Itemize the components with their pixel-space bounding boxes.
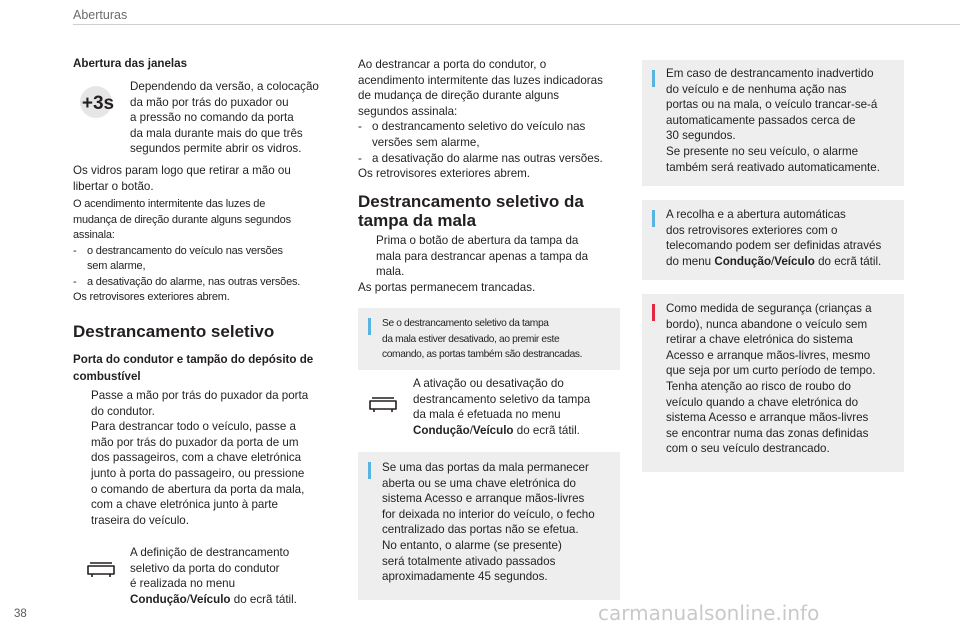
para-windows: Os vidros param logo que retirar a mão ou libertar o botão. bbox=[73, 164, 291, 193]
bullet-boot bbox=[360, 233, 588, 280]
list-item: - o destrancamento do veículo nas versões sem alarme, bbox=[73, 244, 283, 272]
watermark: carmanualsonline.info bbox=[598, 601, 820, 625]
car-note-boot: A ativação ou desativação do destrancamento seletivo da tampa da mala é efetuada no menu Condução/Veículo do ecrã tátil. bbox=[413, 377, 591, 437]
bullet-list bbox=[75, 388, 308, 528]
list-item: - a desativação do alarme, nas outras versões. bbox=[73, 275, 301, 288]
header-divider bbox=[73, 24, 960, 25]
section-title: Aberturas bbox=[73, 8, 128, 22]
list-item: - o destrancamento seletivo do veículo nas versões sem alarme, bbox=[358, 120, 586, 149]
info-icon bbox=[368, 462, 371, 479]
info-icon bbox=[652, 70, 655, 87]
list-item: - a desativação do alarme nas outras versões. bbox=[358, 151, 603, 165]
info-panel: Se uma das portas da mala permanecer aberta ou se uma chave eletrónica do sistema Acesso e arranque mãos-livres for deixada no interior do veículo, o fecho centralizado das portas não se efetua. No entanto, o alarme (se presente) será totalmente ativado passados aproximadamente 45 segundos. bbox=[358, 452, 620, 600]
para-indicators: O acendimento intermitente das luzes de mudança de direção durante alguns segundos assinala: - o destrancamento do veículo nas versões sem alarme, - a desativação do alarme, nas outras versões. Os retrovisores exteriores abrem. bbox=[73, 198, 301, 303]
list-item: Para destrancar todo o veículo, passe a mão por trás do puxador da porta de um dos passageiros, com a chave eletrónica junto à porta do passageiro, ou pressione o comando de abertura da porta da mala, com a chave eletrónica junto à parte traseira do veículo. bbox=[91, 420, 305, 527]
para-driver-unlock: Ao destrancar a porta do condutor, o acendimento intermitente das luzes indicadoras de mudança de direção durante alguns segundos assinala: - o destrancamento seletivo do veículo nas versões sem alarme, - a desativação do alarme nas outras versões. Os retrovisores exteriores abrem. bbox=[358, 58, 603, 181]
car-note-driver: A definição de destrancamento seletivo da porta do condutor é realizada no menu Condução/Veículo do ecrã tátil. bbox=[130, 546, 297, 606]
list-item: Prima o botão de abertura da tampa da mala para destrancar apenas a tampa da mala. bbox=[376, 234, 589, 279]
info-panel: Em caso de destrancamento inadvertido do veículo e de nenhuma ação nas portas ou na mala, o veículo trancar-se-á automaticamente passados cerca de 30 segundos. Se presente no seu veículo, o alarme também será reativado automaticamente. bbox=[642, 60, 904, 186]
warning-icon bbox=[652, 304, 655, 321]
list-item: Passe a mão por trás do puxador da porta do condutor. bbox=[91, 389, 309, 418]
heading-selective: Destrancamento seletivo bbox=[73, 322, 275, 341]
para-version: Dependendo da versão, a colocação da mão por trás do puxador ou a pressão no comando da porta da mala durante mais do que três segundos permite abrir os vidros. bbox=[130, 80, 319, 156]
heading-windows: Abertura das janelas bbox=[73, 57, 188, 70]
subheading-driver: Porta do condutor e tampão do depósito de combustível bbox=[73, 353, 314, 383]
info-panel: A recolha e a abertura automáticas dos retrovisores exteriores com o telecomando podem ser definidas através do menu Condução/Veículo do ecrã tátil. bbox=[642, 200, 904, 280]
touch-3s-icon bbox=[74, 85, 122, 119]
info-icon bbox=[368, 318, 371, 335]
car-menu-icon bbox=[86, 557, 116, 579]
info-icon bbox=[652, 210, 655, 227]
page-number: 38 bbox=[14, 608, 27, 620]
car-menu-icon bbox=[368, 392, 398, 414]
warning-panel: Como medida de segurança (crianças a bordo), nunca abandone o veículo sem retirar a chave eletrónica do sistema Acesso e arranque mãos-livres, mesmo que seja por um curto período de tempo. Tenha atenção ao risco de roubo do veículo quando a chave eletrónica do sistema Acesso e arranque mãos-livres se encontrar numa das zonas definidas com o seu veículo destrancado. bbox=[642, 294, 904, 472]
heading-boot: Destrancamento seletivo da tampa da mala bbox=[358, 192, 584, 230]
para-doors-locked: As portas permanecem trancadas. bbox=[358, 281, 536, 294]
info-panel: Se o destrancamento seletivo da tampa da mala estiver desativado, ao premir este comando, as portas também são destrancadas. bbox=[358, 308, 620, 370]
svg-text:+3s: +3s bbox=[81, 93, 115, 114]
